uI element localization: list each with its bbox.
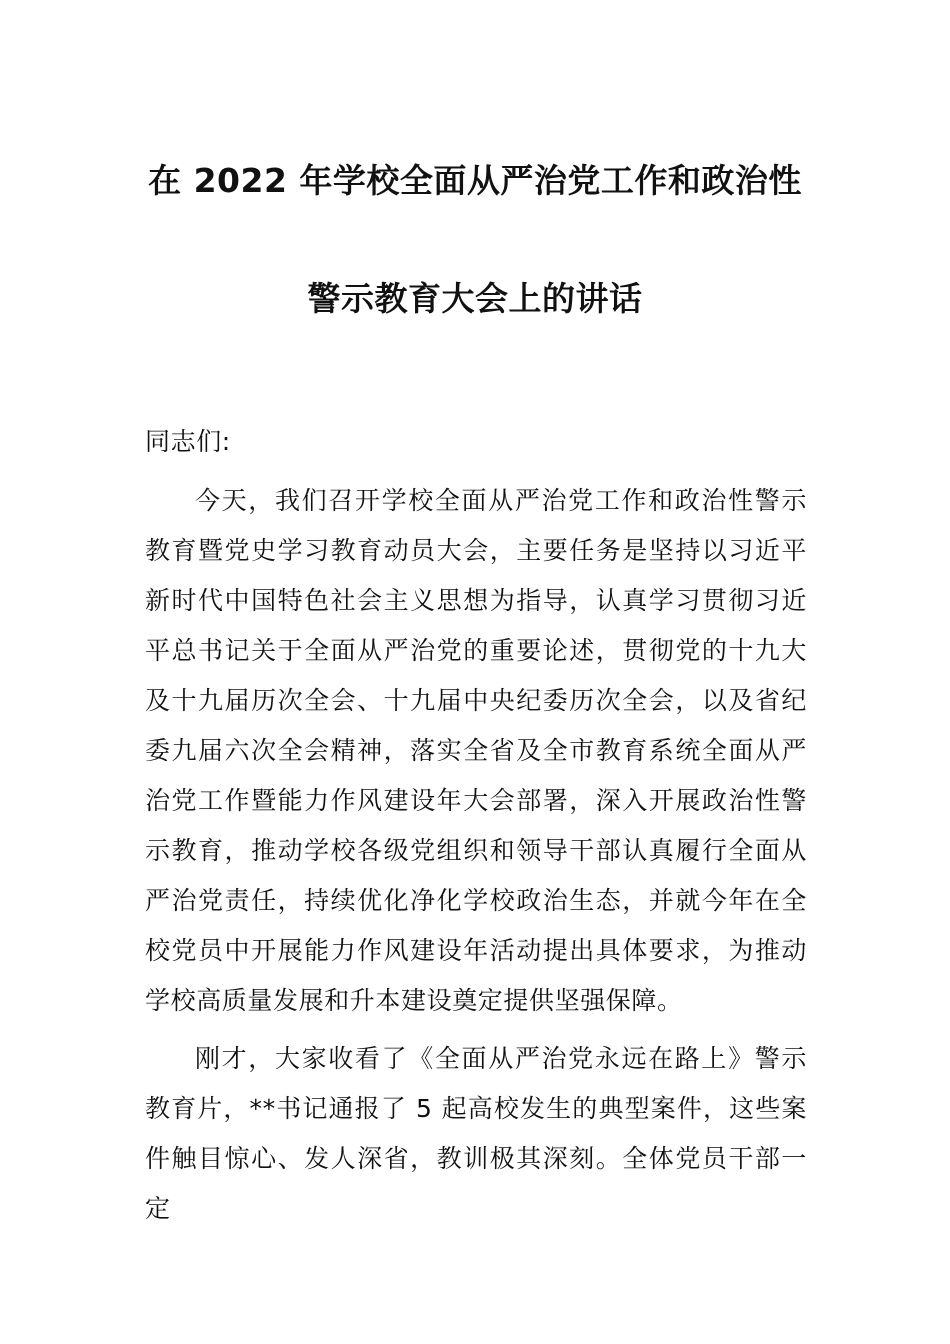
body-paragraph-2: 刚才，大家收看了《全面从严治党永远在路上》警示教育片，**书记通报了 5 起高校发生的典型案件，这些案件触目惊心、发人深省，教训极其深刻。全体党员干部一定 [145,1044,807,1223]
body-paragraph-1: 今天，我们召开学校全面从严治党工作和政治性警示教育暨党史学习教育动员大会，主要任务是坚持以习近平新时代中国特色社会主义思想为指导，认真学习贯彻习近平总书记关于全面从严治党的重要论述，贯彻党的十九大及十九届历次全会、十九届中央纪委历次全会，以及省纪委九届六次全会精神，落实全省及全市教育系统全面从严治党工作暨能力作风建设年大会部署，深入开展政治性警示教育，推动学校各级党组织和领导干部认真履行全面从严治党责任，持续优化净化学校政治生态，并就今年在全校党员中开展能力作风建设年活动提出具体要求，为推动学校高质量发展和升本建设奠定提供坚强保障。 [145,486,807,1015]
document-title-line-1: 在 2022 年学校全面从严治党工作和政治性 [148,161,802,200]
document-title-line-2: 警示教育大会上的讲话 [307,279,643,318]
greeting: 同志们: [145,427,231,456]
